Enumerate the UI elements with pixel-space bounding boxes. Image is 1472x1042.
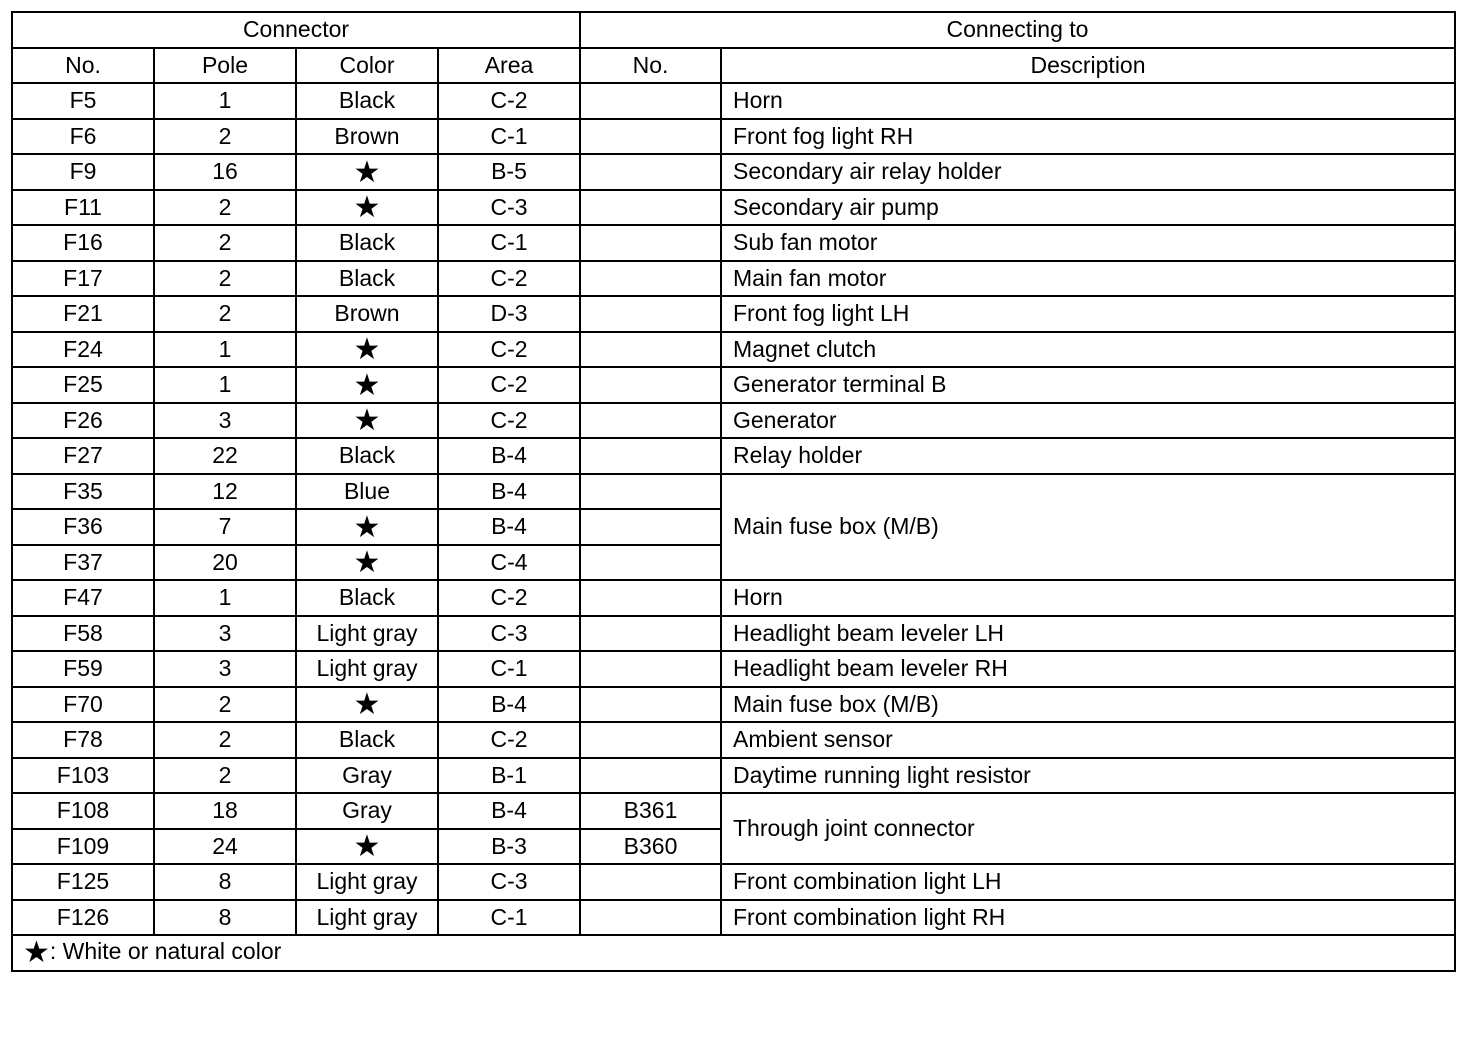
cell-conn-no	[580, 403, 721, 439]
table-row	[12, 900, 1455, 936]
cell-no: F36	[12, 509, 154, 545]
cell-area: B-1	[438, 758, 580, 794]
cell-no: F108	[12, 793, 154, 829]
table-row	[12, 83, 1455, 119]
cell-pole: 2	[154, 296, 296, 332]
table-row	[12, 119, 1455, 155]
cell-color: Light gray	[296, 616, 438, 652]
cell-color	[296, 509, 438, 545]
header-description: Description	[721, 48, 1455, 84]
cell-area: C-3	[438, 616, 580, 652]
cell-area: C-4	[438, 545, 580, 581]
cell-area: C-3	[438, 864, 580, 900]
cell-description: Generator	[721, 403, 1455, 439]
cell-pole: 8	[154, 864, 296, 900]
cell-pole: 8	[154, 900, 296, 936]
cell-description: Generator terminal B	[721, 367, 1455, 403]
header-color: Color	[296, 48, 438, 84]
cell-conn-no	[580, 154, 721, 190]
cell-no: F25	[12, 367, 154, 403]
cell-pole: 7	[154, 509, 296, 545]
cell-description: Headlight beam leveler RH	[721, 651, 1455, 687]
cell-color: Black	[296, 438, 438, 474]
cell-description: Front fog light RH	[721, 119, 1455, 155]
cell-conn-no	[580, 119, 721, 155]
cell-conn-no	[580, 367, 721, 403]
header-no: No.	[12, 48, 154, 84]
star-icon: ★	[353, 404, 381, 438]
cell-pole: 1	[154, 580, 296, 616]
star-icon: ★	[353, 155, 381, 189]
cell-area: C-1	[438, 225, 580, 261]
cell-pole: 2	[154, 758, 296, 794]
cell-area: C-3	[438, 190, 580, 226]
cell-no: F78	[12, 722, 154, 758]
cell-conn-no	[580, 296, 721, 332]
cell-area: D-3	[438, 296, 580, 332]
cell-color: Light gray	[296, 651, 438, 687]
cell-description: Secondary air relay holder	[721, 154, 1455, 190]
cell-area: C-1	[438, 651, 580, 687]
cell-color	[296, 367, 438, 403]
table-row	[12, 438, 1455, 474]
header-pole: Pole	[154, 48, 296, 84]
table-row	[12, 474, 1455, 510]
cell-description: Ambient sensor	[721, 722, 1455, 758]
legend-row	[12, 935, 1455, 971]
cell-pole: 1	[154, 332, 296, 368]
cell-color: Black	[296, 225, 438, 261]
star-icon: ★	[353, 510, 381, 544]
cell-area: B-4	[438, 793, 580, 829]
legend	[12, 935, 1455, 971]
cell-area: C-1	[438, 119, 580, 155]
cell-no: F9	[12, 154, 154, 190]
table-row	[12, 580, 1455, 616]
cell-conn-no	[580, 864, 721, 900]
star-icon: ★	[353, 333, 381, 367]
cell-no: F26	[12, 403, 154, 439]
table-row	[12, 367, 1455, 403]
cell-color: Light gray	[296, 864, 438, 900]
header-connector: Connector	[12, 12, 580, 48]
cell-color: Black	[296, 722, 438, 758]
legend-text: : White or natural color	[49, 937, 282, 964]
cell-pole: 16	[154, 154, 296, 190]
cell-conn-no	[580, 474, 721, 510]
cell-area: B-4	[438, 438, 580, 474]
table-row	[12, 296, 1455, 332]
cell-no: F17	[12, 261, 154, 297]
cell-color	[296, 154, 438, 190]
cell-area: C-2	[438, 403, 580, 439]
cell-area: C-2	[438, 261, 580, 297]
cell-no: F6	[12, 119, 154, 155]
column-header-row	[12, 48, 1455, 84]
table-row	[12, 758, 1455, 794]
table-row	[12, 190, 1455, 226]
cell-color: Brown	[296, 296, 438, 332]
table-row	[12, 154, 1455, 190]
cell-color	[296, 332, 438, 368]
cell-area: B-3	[438, 829, 580, 865]
header-conn-no: No.	[580, 48, 721, 84]
cell-conn-no	[580, 225, 721, 261]
cell-pole: 2	[154, 225, 296, 261]
cell-pole: 2	[154, 119, 296, 155]
cell-conn-no	[580, 900, 721, 936]
cell-description: Main fuse box (M/B)	[721, 687, 1455, 723]
cell-pole: 3	[154, 403, 296, 439]
header-connecting-to: Connecting to	[580, 12, 1455, 48]
cell-no: F58	[12, 616, 154, 652]
cell-no: F59	[12, 651, 154, 687]
cell-color: Brown	[296, 119, 438, 155]
cell-color	[296, 403, 438, 439]
table-row	[12, 651, 1455, 687]
table-row	[12, 261, 1455, 297]
cell-no: F103	[12, 758, 154, 794]
cell-description: Secondary air pump	[721, 190, 1455, 226]
cell-pole: 24	[154, 829, 296, 865]
cell-color: Light gray	[296, 900, 438, 936]
cell-pole: 2	[154, 722, 296, 758]
cell-color: Gray	[296, 758, 438, 794]
cell-area: C-2	[438, 83, 580, 119]
cell-pole: 2	[154, 261, 296, 297]
table-row	[12, 616, 1455, 652]
cell-color: Black	[296, 580, 438, 616]
cell-conn-no	[580, 580, 721, 616]
cell-pole: 18	[154, 793, 296, 829]
cell-conn-no: B360	[580, 829, 721, 865]
cell-description: Front fog light LH	[721, 296, 1455, 332]
cell-pole: 20	[154, 545, 296, 581]
cell-conn-no	[580, 83, 721, 119]
cell-conn-no	[580, 332, 721, 368]
cell-description: Main fuse box (M/B)	[721, 474, 1455, 581]
cell-no: F125	[12, 864, 154, 900]
cell-pole: 2	[154, 687, 296, 723]
cell-description: Through joint connector	[721, 793, 1455, 864]
table-row	[12, 864, 1455, 900]
cell-no: F35	[12, 474, 154, 510]
cell-pole: 12	[154, 474, 296, 510]
cell-area: C-2	[438, 367, 580, 403]
cell-color: Gray	[296, 793, 438, 829]
cell-conn-no	[580, 509, 721, 545]
header-area: Area	[438, 48, 580, 84]
cell-pole: 22	[154, 438, 296, 474]
star-icon: ★	[23, 935, 50, 969]
cell-no: F21	[12, 296, 154, 332]
cell-description: Horn	[721, 83, 1455, 119]
cell-description: Daytime running light resistor	[721, 758, 1455, 794]
star-icon: ★	[353, 191, 381, 225]
cell-pole: 1	[154, 367, 296, 403]
table-row	[12, 332, 1455, 368]
cell-color: Blue	[296, 474, 438, 510]
cell-description: Main fan motor	[721, 261, 1455, 297]
cell-pole: 3	[154, 651, 296, 687]
cell-conn-no: B361	[580, 793, 721, 829]
cell-pole: 2	[154, 190, 296, 226]
cell-area: B-5	[438, 154, 580, 190]
cell-description: Horn	[721, 580, 1455, 616]
star-icon: ★	[353, 688, 381, 722]
cell-area: C-2	[438, 580, 580, 616]
cell-conn-no	[580, 687, 721, 723]
table-row	[12, 687, 1455, 723]
cell-no: F37	[12, 545, 154, 581]
star-icon: ★	[353, 830, 381, 864]
cell-area: C-2	[438, 332, 580, 368]
cell-color: Black	[296, 261, 438, 297]
table-row	[12, 793, 1455, 829]
cell-color	[296, 829, 438, 865]
cell-conn-no	[580, 722, 721, 758]
cell-conn-no	[580, 190, 721, 226]
cell-conn-no	[580, 438, 721, 474]
cell-conn-no	[580, 545, 721, 581]
star-icon: ★	[353, 368, 381, 402]
cell-conn-no	[580, 616, 721, 652]
cell-description: Front combination light LH	[721, 864, 1455, 900]
cell-area: B-4	[438, 474, 580, 510]
cell-color	[296, 545, 438, 581]
cell-no: F70	[12, 687, 154, 723]
cell-no: F109	[12, 829, 154, 865]
cell-no: F24	[12, 332, 154, 368]
cell-no: F5	[12, 83, 154, 119]
cell-no: F126	[12, 900, 154, 936]
cell-description: Front combination light RH	[721, 900, 1455, 936]
cell-description: Sub fan motor	[721, 225, 1455, 261]
cell-pole: 1	[154, 83, 296, 119]
cell-color	[296, 687, 438, 723]
cell-description: Magnet clutch	[721, 332, 1455, 368]
cell-description: Headlight beam leveler LH	[721, 616, 1455, 652]
cell-color	[296, 190, 438, 226]
cell-area: C-1	[438, 900, 580, 936]
cell-conn-no	[580, 651, 721, 687]
cell-area: C-2	[438, 722, 580, 758]
star-icon: ★	[353, 546, 381, 580]
cell-no: F16	[12, 225, 154, 261]
cell-no: F11	[12, 190, 154, 226]
cell-description: Relay holder	[721, 438, 1455, 474]
cell-area: B-4	[438, 509, 580, 545]
cell-conn-no	[580, 261, 721, 297]
connector-table	[11, 11, 1456, 972]
group-header-row	[12, 12, 1455, 48]
cell-no: F27	[12, 438, 154, 474]
cell-color: Black	[296, 83, 438, 119]
cell-no: F47	[12, 580, 154, 616]
cell-pole: 3	[154, 616, 296, 652]
cell-area: B-4	[438, 687, 580, 723]
table-row	[12, 403, 1455, 439]
table-row	[12, 225, 1455, 261]
table-row	[12, 722, 1455, 758]
cell-conn-no	[580, 758, 721, 794]
